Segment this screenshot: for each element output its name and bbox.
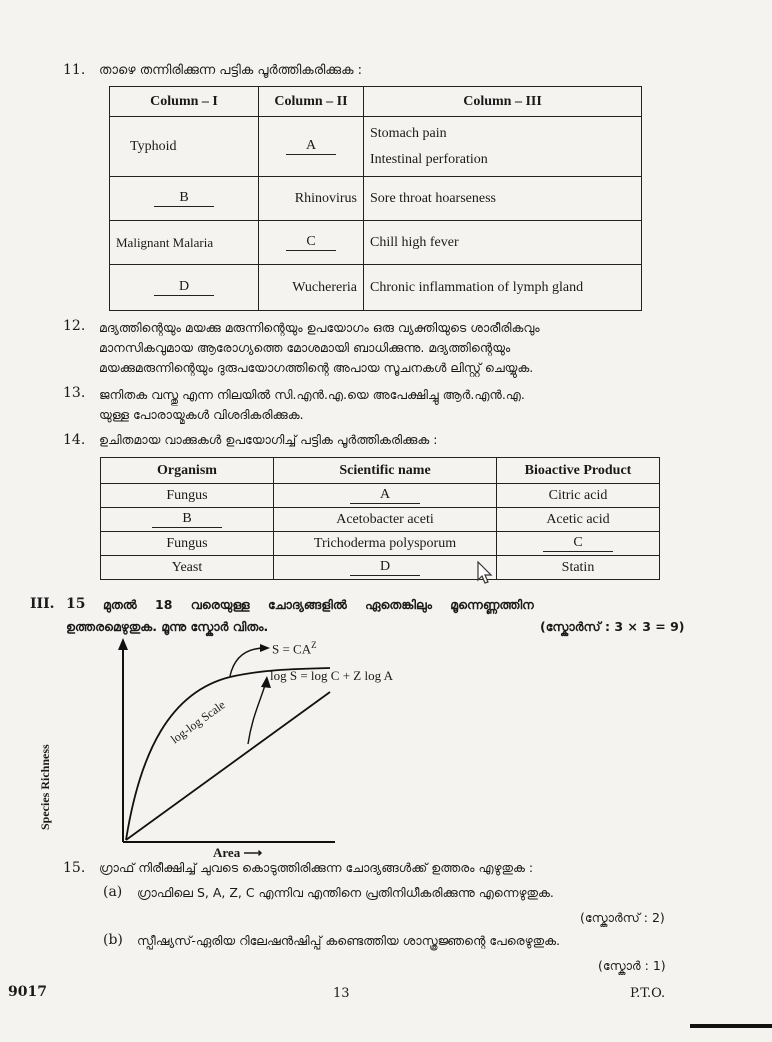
paper-code: 9017 [8,984,47,1000]
section-score: (സ്കോർസ് : 3 × 3 = 9) [540,619,685,634]
table-cell: Rhinovirus [259,177,364,221]
text-line: ജനിതക വസ്തു എന്ന നിലയിൽ സി.എൻ.എ.യെ അപേക്ഷിച്ചു ആർ.എൻ.എ. [99,387,525,402]
table-cell [364,117,642,177]
section-label: III. [30,596,55,612]
table-cell: Acetobacter aceti [274,508,497,532]
graph-y-label: Species Richness [38,744,52,830]
section-start-number: 15 [66,596,86,612]
text-line: മാനസികവുമായ ആരോഗ്യത്തെ മോശമായി ബാധിക്കുന്നു. മദ്യത്തിന്റെയും [99,340,511,355]
mouse-cursor-icon [477,561,493,585]
table-cell: Chronic inflammation of lymph gland [364,265,642,311]
q14-header-1: Organism [101,458,274,484]
blank-a: A [286,138,336,155]
graph-x-label [213,845,262,861]
q14-header-2: Scientific name [274,458,497,484]
table-cell [110,265,259,311]
q11-number: 11. [63,62,86,78]
section-instruction-line1: മുതൽ 18 വരെയുള്ള ചോദ്യങ്ങളിൽ ഏതെങ്കിലും മൂന്നെണ്ണത്തിന [103,597,534,612]
cell-line: Stomach pain [370,125,447,141]
table-cell [274,484,497,508]
q14-number: 14. [63,432,86,448]
table-cell: Yeast [101,556,274,580]
table-row [101,556,660,580]
table-cell [101,508,274,532]
graph-curve-label: log-log Scale [168,697,228,747]
table-cell: Fungus [101,532,274,556]
log-log-line [126,692,330,840]
edge-divider [690,1024,772,1028]
table-cell [259,221,364,265]
blank-d: D [154,279,214,296]
q11-header-3: Column – III [364,87,642,117]
q14-text: ഉചിതമായ വാക്കുകൾ ഉപയോഗിച്ച് പട്ടിക പൂർത്തികരിക്കുക : [99,432,438,447]
pto-text: P.T.O. [630,986,666,1001]
q15b-score: (സ്കോർ : 1) [598,958,666,973]
table-cell: Statin [497,556,660,580]
arrowhead-icon [260,644,270,652]
q14-table [100,457,660,580]
page-number: 13 [333,986,350,1001]
table-row [110,117,642,177]
q15-number: 15. [63,860,86,876]
q15a-label: (a) [103,884,123,900]
blank-c: C [286,234,336,251]
cell-line: Intestinal perforation [370,151,488,167]
q15a-score: (സ്കോർസ് : 2) [580,910,665,925]
table-cell [274,556,497,580]
table-cell [497,532,660,556]
text-line: മദ്യത്തിന്റെയും മയക്കു മരുന്നിന്റെയും ഉപയോഗം ഒരു വ്യക്തിയുടെ ശാരീരികവും [99,320,540,335]
q13-number: 13. [63,385,86,401]
power-curve [126,668,330,840]
q11-header-1: Column – I [110,87,259,117]
table-cell: Chill high fever [364,221,642,265]
table-cell: Fungus [101,484,274,508]
q14-header-3: Bioactive Product [497,458,660,484]
text-line: മയക്കുമരുന്നിന്റെയും ദുരുപയോഗത്തിന്റെ അപായ സൂചനകൾ ലിസ്റ്റ് ചെയ്യുക. [99,360,534,375]
table-row [110,177,642,221]
table-row [101,532,660,556]
table-cell: Acetic acid [497,508,660,532]
table-cell: Malignant Malaria [110,221,259,265]
section-instruction-line2: ഉത്തരമെഴുതുക. മൂന്നു സ്കോർ വിതം. [66,619,269,634]
species-area-graph [90,632,390,862]
blank-b: B [154,190,214,207]
q12-text [99,318,540,378]
table-cell: Trichoderma polysporum [274,532,497,556]
table-cell: Sore throat hoarseness [364,177,642,221]
eq2-pointer-arrow [248,682,266,744]
q15b-text: സ്പീഷ്യസ്-ഏരിയ റിലേഷൻഷിപ്പ് കണ്ടെത്തിയ ശാസ്ത്രജ്ഞന്റെ പേരെഴുതുക. [137,933,561,948]
blank-b: B [152,511,222,528]
table-cell [259,117,364,177]
q15b-label: (b) [103,932,123,948]
q15a-text: ഗ്രാഫിലെ S, A, Z, C എന്നിവ എന്തിനെ പ്രതിനിധീകരിക്കുന്നു എന്നെഴുതുക. [137,885,554,900]
blank-a: A [350,487,420,504]
y-axis-arrow-icon [118,638,128,650]
q11-text: താഴെ തന്നിരിക്കുന്ന പട്ടിക പൂർത്തികരിക്കുക : [99,63,363,78]
text-line: യുള്ള പോരായ്മകൾ വിശദികരിക്കുക. [99,407,304,422]
x-label-text: Area [213,845,241,860]
q11-table [109,86,642,311]
blank-c: C [543,535,613,552]
q12-number: 12. [63,318,86,334]
graph-eq1 [272,640,317,657]
q15-text: ഗ്രാഫ് നിരീക്ഷിച്ച് ചുവടെ കൊടുത്തിരിക്കുന്ന ചോദ്യങ്ങൾക്ക് ഉത്തരം എഴുതുക : [99,860,534,875]
right-arrow-icon: ⟶ [243,845,263,860]
table-cell: Citric acid [497,484,660,508]
table-row [110,221,642,265]
table-cell: Typhoid [110,117,259,177]
table-row [101,508,660,532]
q11-header-2: Column – II [259,87,364,117]
table-row [101,484,660,508]
graph-eq2: log S = log C + Z log A [270,668,394,683]
table-cell [110,177,259,221]
eq1-text: S = CA [272,641,312,657]
eq1-exponent: Z [311,640,317,650]
table-cell: Wuchereria [259,265,364,311]
blank-d: D [350,559,420,576]
q13-text [99,385,525,425]
table-row [110,265,642,311]
